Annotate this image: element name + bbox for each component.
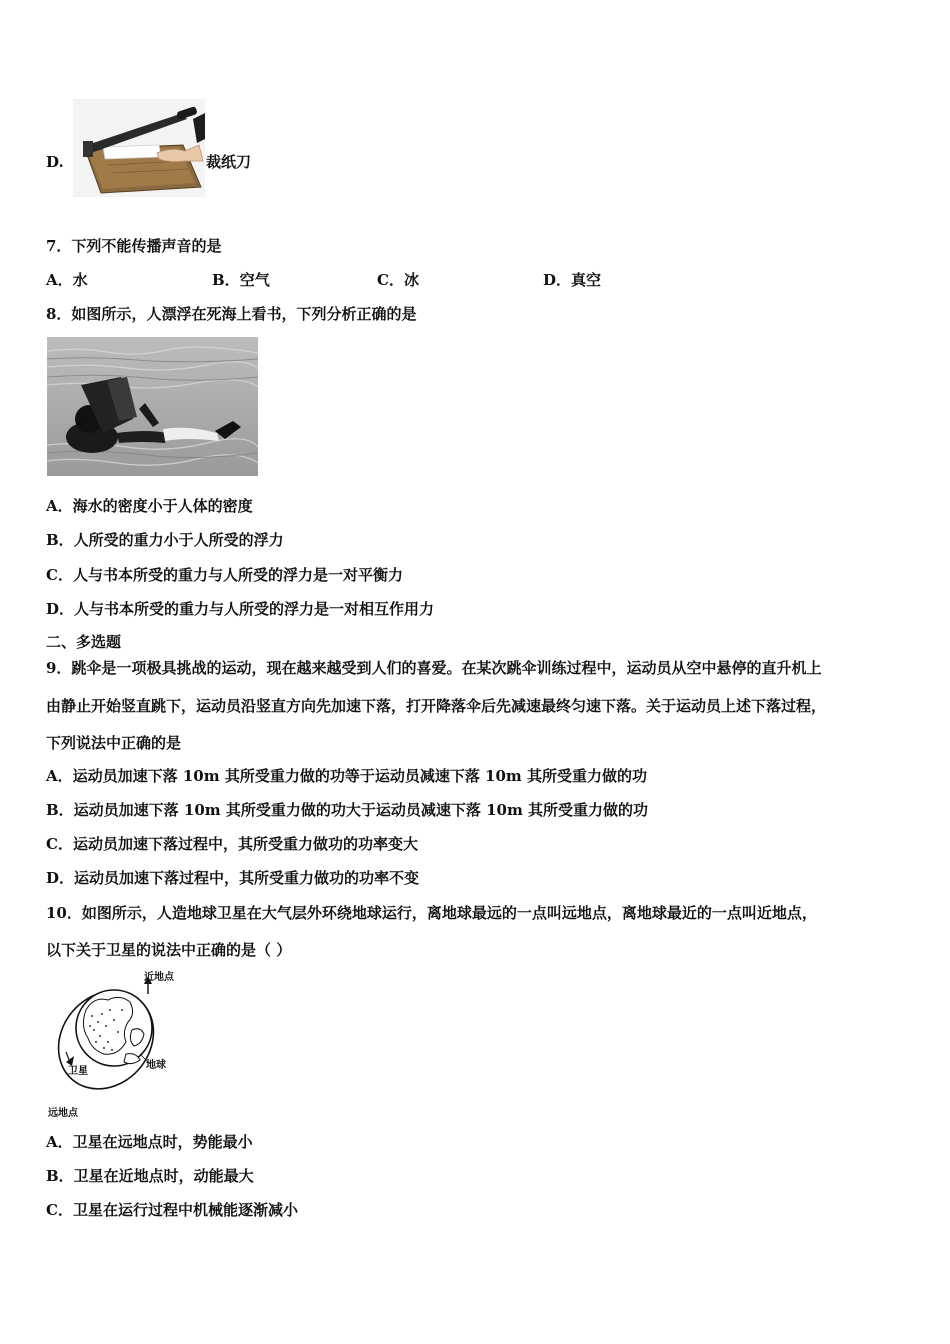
q10-stem-line-2: 以下关于卫星的说法中正确的是（ ） [46,941,292,959]
q9-option-c: C．运动员加速下落过程中，其所受重力做功的功率变大 [46,835,418,853]
satellite-orbit-diagram [44,970,194,1120]
q8-option-c: C．人与书本所受的重力与人所受的浮力是一对平衡力 [46,566,403,584]
q7-option-b: B．空气 [212,271,270,289]
q7-option-d: D．真空 [543,271,602,289]
q8-option-b: B．人所受的重力小于人所受的浮力 [46,531,284,549]
section-title-multiple-choice: 二、多选题 [46,633,122,651]
q10-option-c: C．卫星在运行过程中机械能逐渐减小 [46,1201,298,1219]
q9-stem-line-1: 9．跳伞是一项极具挑战的运动，现在越来越受到人们的喜爱。在某次跳伞训练过程中，运动员从空中悬停的直升机上 [46,659,822,677]
q9-option-a: A．运动员加速下落 10m 其所受重力做的功等于运动员减速下落 10m 其所受重力做的功 [46,767,648,785]
q7-stem: 7．下列不能传播声音的是 [46,237,222,255]
q6-option-d-text: 裁纸刀 [206,153,252,171]
label-satellite: 卫星 [68,1066,88,1077]
q6-option-d-letter: D. [46,153,64,171]
q8-stem: 8．如图所示，人漂浮在死海上看书，下列分析正确的是 [46,305,417,323]
dead-sea-photo [47,337,258,476]
q9-option-d: D．运动员加速下落过程中，其所受重力做功的功率不变 [46,869,420,887]
q7-option-c: C．冰 [377,271,419,289]
q10-option-a: A．卫星在远地点时，势能最小 [46,1133,253,1151]
q9-option-b: B．运动员加速下落 10m 其所受重力做的功大于运动员减速下落 10m 其所受重力做的功 [46,801,649,819]
q7-option-a: A．水 [46,271,88,289]
q10-stem-line-1: 10．如图所示，人造地球卫星在大气层外环绕地球运行，离地球最远的一点叫远地点，离地球最近的一点叫近地点， [46,904,817,922]
q10-option-b: B．卫星在近地点时，动能最大 [46,1167,254,1185]
q9-stem-line-2: 由静止开始竖直跳下，运动员沿竖直方向先加速下落，打开降落伞后先减速最终匀速下落。关于运动员上述下落过程， [46,697,827,715]
q9-stem-line-3: 下列说法中正确的是 [46,734,182,752]
paper-cutter-image [73,99,205,197]
q8-option-d: D．人与书本所受的重力与人所受的浮力是一对相互作用力 [46,600,435,618]
label-perigee: 近地点 [144,972,174,983]
label-earth: 地球 [146,1060,166,1071]
label-apogee: 远地点 [48,1108,78,1119]
q8-option-a: A．海水的密度小于人体的密度 [46,497,253,515]
